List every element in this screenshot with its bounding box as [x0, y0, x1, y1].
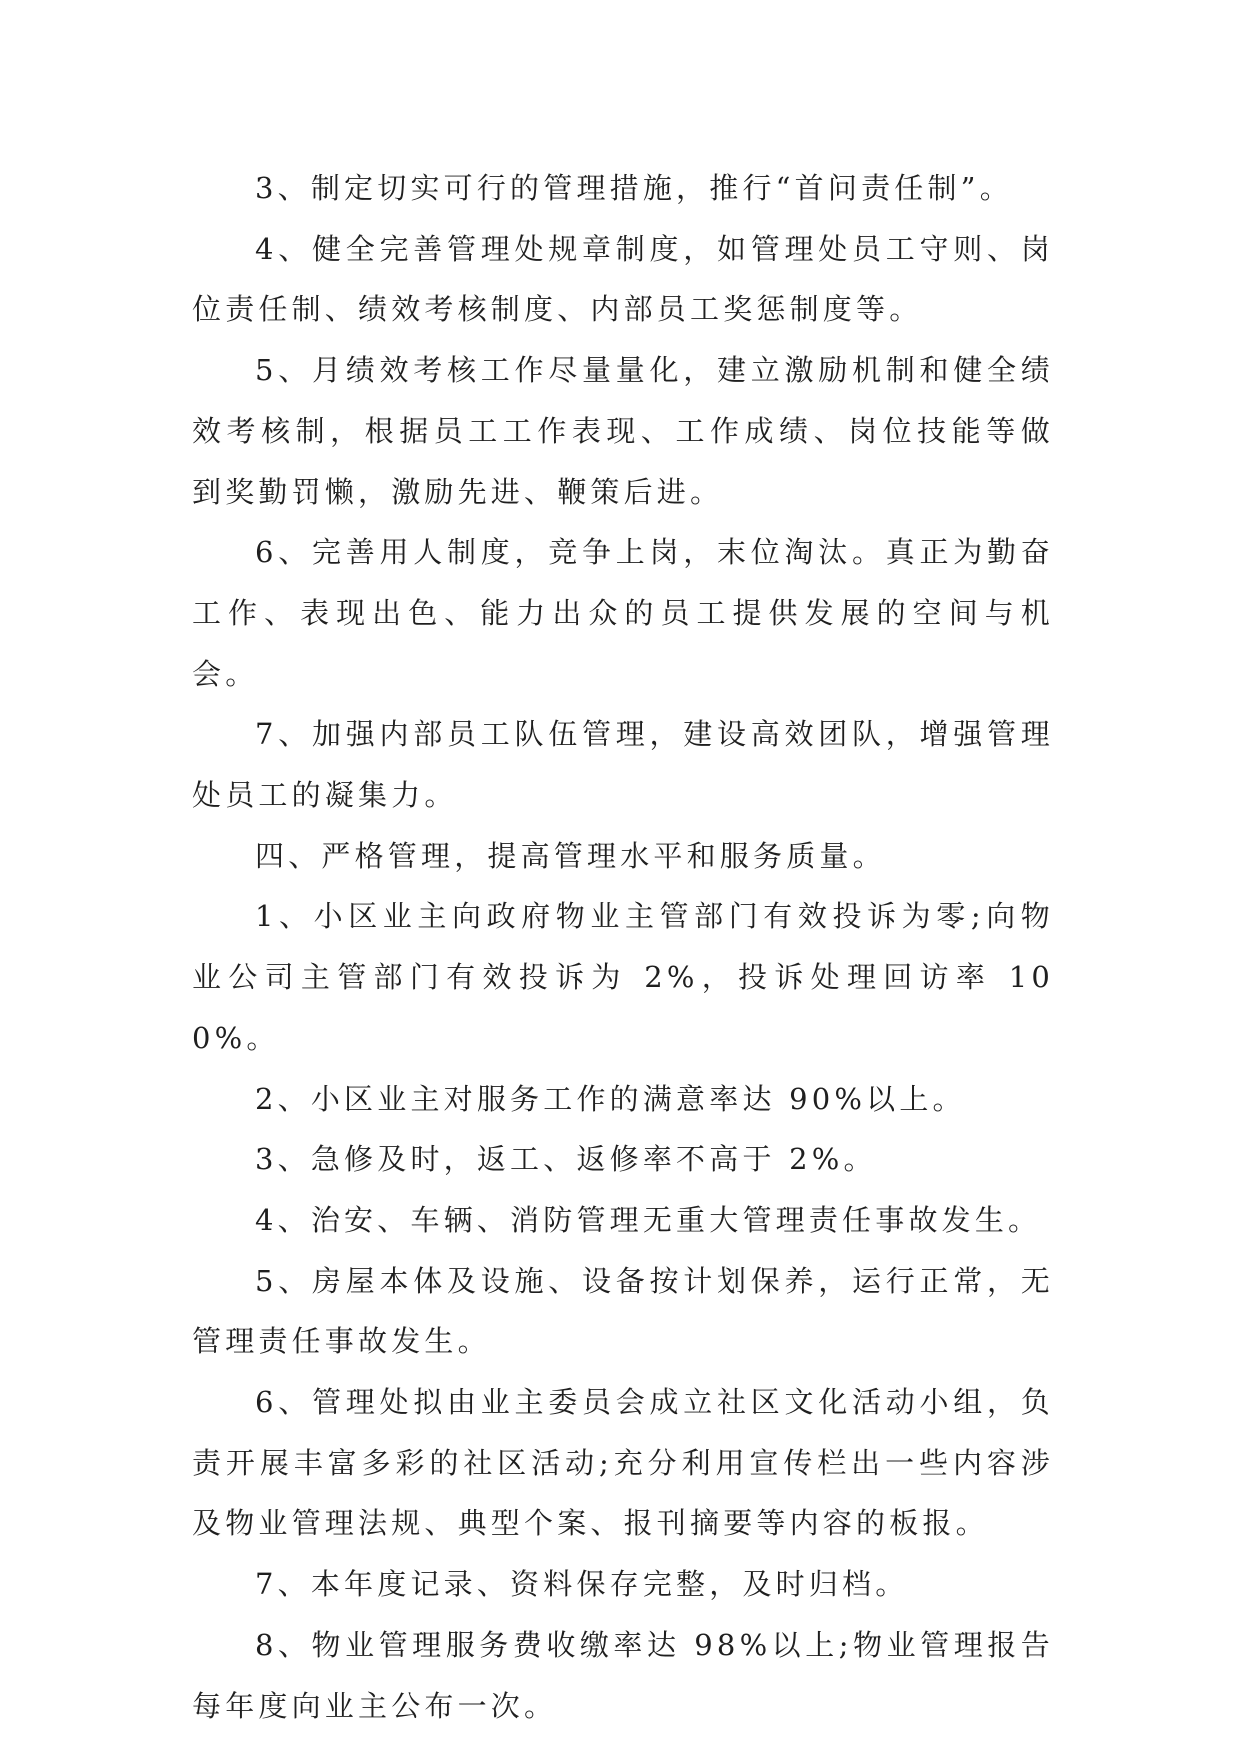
paragraph: 3、制定切实可行的管理措施，推行“首问责任制”。: [255, 171, 1013, 205]
paragraph: 6、完善用人制度，竞争上岗，末位淘汰。真正为勤奋工作、表现出色、能力出众的员工提供发展的空间与机会。: [192, 535, 1054, 691]
paragraph: 1、小区业主向政府物业主管部门有效投诉为零;向物业公司主管部门有效投诉为 2%，投诉处理回访率 100%。: [192, 899, 1054, 1055]
paragraph: 5、房屋本体及设施、设备按计划保养，运行正常，无管理责任事故发生。: [192, 1263, 1054, 1359]
paragraph: 4、治安、车辆、消防管理无重大管理责任事故发生。: [255, 1202, 1042, 1237]
paragraph: 7、加强内部员工队伍管理，建设高效团队，增强管理处员工的凝集力。: [192, 717, 1054, 813]
paragraph: 7、本年度记录、资料保存完整，及时归档。: [255, 1567, 909, 1602]
document-body: [192, 158, 1054, 1736]
paragraph: 2、小区业主对服务工作的满意率达 90%以上。: [255, 1081, 966, 1116]
paragraph: 4、健全完善管理处规章制度，如管理处员工守则、岗位责任制、绩效考核制度、内部员工奖惩制度等。: [192, 231, 1054, 327]
paragraph: 5、月绩效考核工作尽量量化，建立激励机制和健全绩效考核制，根据员工工作表现、工作成绩、岗位技能等做到奖勤罚懒，激励先进、鞭策后进。: [192, 353, 1054, 509]
paragraph: 6、管理处拟由业主委员会成立社区文化活动小组，负责开展丰富多彩的社区活动;充分利用宣传栏出一些内容涉及物业管理法规、典型个案、报刊摘要等内容的板报。: [192, 1385, 1054, 1541]
paragraph: 8、物业管理服务费收缴率达 98%以上;物业管理报告每年度向业主公布一次。: [192, 1627, 1054, 1723]
paragraph: 3、急修及时，返工、返修率不高于 2%。: [255, 1142, 877, 1177]
section-heading: 四、严格管理，提高管理水平和服务质量。: [255, 838, 886, 873]
